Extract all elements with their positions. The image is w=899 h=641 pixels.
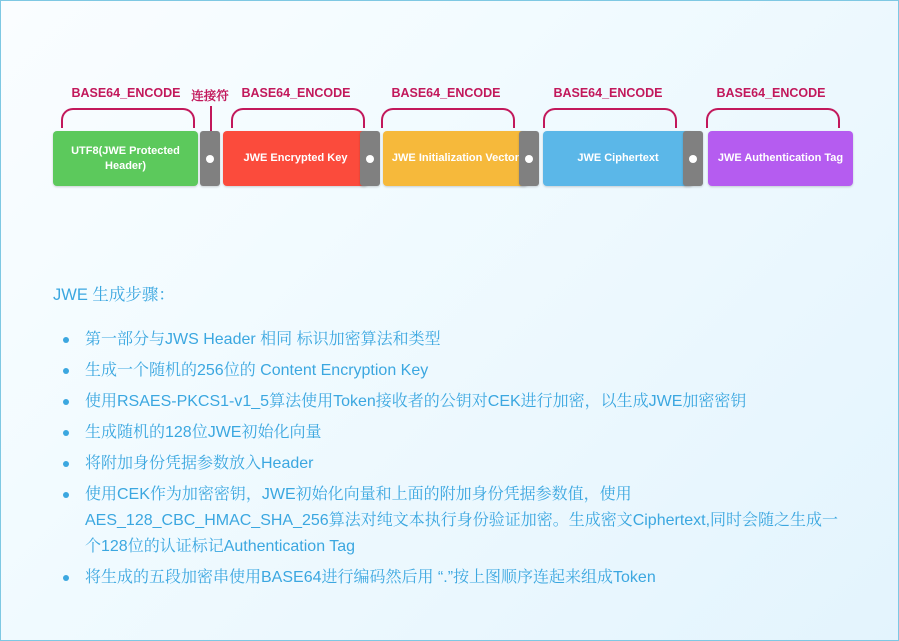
- box-jwe-authentication-tag: JWE Authentication Tag: [708, 131, 853, 186]
- joiner-label: 连接符: [191, 89, 229, 103]
- separator-dot-4: [683, 131, 703, 186]
- dot-icon: [366, 155, 374, 163]
- brace-segment-1: [61, 108, 195, 128]
- box-jwe-encrypted-key: JWE Encrypted Key: [223, 131, 368, 186]
- list-item: 第一部分与JWS Header 相同 标识加密算法和类型: [53, 327, 853, 353]
- jwe-structure-diagram: [53, 76, 843, 196]
- segment-label-5: BASE64_ENCODE: [716, 86, 826, 100]
- list-item: 生成随机的128位JWE初始化向量: [53, 420, 853, 446]
- segment-label-3: BASE64_ENCODE: [391, 86, 501, 100]
- steps-list: [53, 327, 853, 591]
- segment-label-4: BASE64_ENCODE: [553, 86, 663, 100]
- separator-dot-3: [519, 131, 539, 186]
- brace-segment-3: [381, 108, 515, 128]
- list-item: 将附加身份凭据参数放入Header: [53, 451, 853, 477]
- dot-icon: [689, 155, 697, 163]
- list-item: 使用CEK作为加密密钥，JWE初始化向量和上面的附加身份凭据参数值，使用AES_128_CBC_HMAC_SHA_256算法对纯文本执行身份验证加密。生成密文Ciphertext,同时会随之生成一个128位的认证标记Authentication Tag: [53, 482, 853, 560]
- brace-segment-5: [706, 108, 840, 128]
- separator-dot-1: [200, 131, 220, 186]
- list-item: 生成一个随机的256位的 Content Encryption Key: [53, 358, 853, 384]
- list-item: 将生成的五段加密串使用BASE64进行编码然后用 “.”按上图顺序连起来组成Token: [53, 565, 853, 591]
- dot-icon: [525, 155, 533, 163]
- brace-segment-4: [543, 108, 677, 128]
- list-item: 使用RSAES-PKCS1-v1_5算法使用Token接收者的公钥对CEK进行加密，以生成JWE加密密钥: [53, 389, 853, 415]
- segment-label-1: BASE64_ENCODE: [71, 86, 181, 100]
- box-jwe-protected-header: UTF8(JWE Protected Header): [53, 131, 198, 186]
- separator-dot-2: [360, 131, 380, 186]
- box-jwe-initialization-vector: JWE Initialization Vector: [383, 131, 528, 186]
- segment-label-2: BASE64_ENCODE: [241, 86, 351, 100]
- jwe-steps-section: [53, 281, 853, 596]
- dot-icon: [206, 155, 214, 163]
- section-title: JWE 生成步骤：: [53, 286, 175, 304]
- box-jwe-ciphertext: JWE Ciphertext: [543, 131, 693, 186]
- brace-segment-2: [231, 108, 365, 128]
